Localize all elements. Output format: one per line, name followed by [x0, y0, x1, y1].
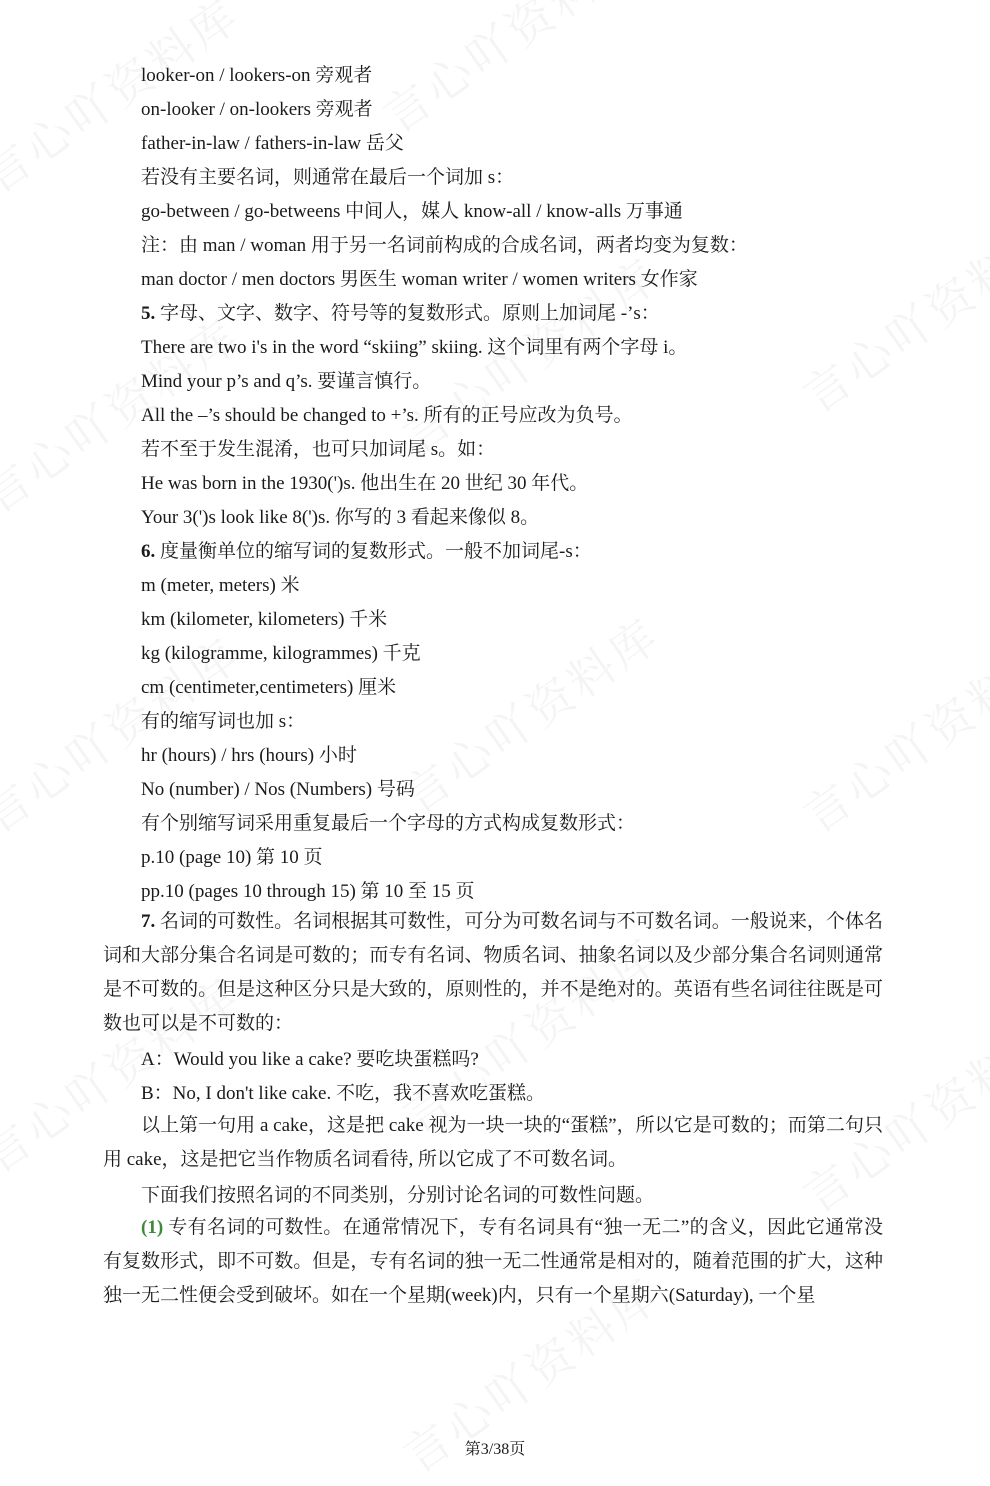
text-line: on-looker / on-lookers 旁观者	[141, 99, 373, 120]
text-line: He was born in the 1930(')s. 他出生在 20 世纪 30 年代。	[141, 473, 589, 494]
section-text: 名词的可数性。名词根据其可数性，可分为可数名词与不可数名词。一般说来，个体名词和大部分集合名词是可数的；而专有名词、物质名词、抽象名词以及少部分集合名词则通常是不可数的。但是这种区分只是大致的，原则性的，并不是绝对的。英语有些名词往往既是可数也可以是不可数的：	[103, 911, 883, 1034]
page-number: 第3/38页	[464, 1441, 526, 1458]
text-line: cm (centimeter,centimeters) 厘米	[141, 677, 397, 698]
text-line: km (kilometer, kilometers) 千米	[141, 609, 388, 630]
subsection-number: (1)	[141, 1217, 164, 1238]
text-line: 若不至于发生混淆，也可只加词尾 s。如：	[141, 439, 496, 460]
subsection-text: 专有名词的可数性。在通常情况下，专有名词具有“独一无二”的含义，因此它通常没有复数形式，即不可数。但是，专有名词的独一无二性通常是相对的，随着范围的扩大，这种独一无二性便会受到破坏。如在一个星期(week)内，只有一个星期六(Saturday), 一个星	[103, 1217, 883, 1306]
section-heading-6	[141, 540, 592, 564]
explanation-paragraph: 以上第一句用 a cake，这是把 cake 视为一块一块的“蛋糕”，所以它是可数的；而第二句只用 cake，这是把它当作物质名词看待, 所以它成了不可数名词。	[103, 1115, 883, 1170]
text-line: man doctor / men doctors 男医生 woman writer / women writers 女作家	[141, 269, 698, 290]
dialog-line: A：Would you like a cake? 要吃块蛋糕吗?	[141, 1049, 479, 1070]
section-number: 5.	[141, 303, 156, 324]
watermark	[368, 0, 652, 146]
text-line: Your 3(')s look like 8(')s. 你写的 3 看起来像似 8。	[141, 507, 540, 528]
text-line: looker-on / lookers-on 旁观者	[141, 65, 373, 86]
watermark	[788, 620, 990, 846]
text-line: 有的缩写词也加 s：	[141, 711, 306, 732]
watermark	[388, 600, 672, 826]
text-line: kg (kilogramme, kilogrammes) 千克	[141, 643, 421, 664]
text-line: Mind your p’s and q’s. 要谨言慎行。	[141, 371, 432, 392]
section-title: 字母、文字、数字、符号等的复数形式。原则上加词尾 -’s：	[155, 303, 660, 324]
watermark	[788, 200, 990, 426]
subsection-1-paragraph	[103, 1211, 883, 1313]
text-line: p.10 (page 10) 第 10 页	[141, 847, 323, 868]
text-line: m (meter, meters) 米	[141, 575, 300, 596]
section-number: 6.	[141, 541, 156, 562]
text-line: pp.10 (pages 10 through 15) 第 10 至 15 页	[141, 881, 475, 902]
section-number: 7.	[141, 911, 156, 932]
text-line: No (number) / Nos (Numbers) 号码	[141, 779, 415, 800]
text-line: All the –’s should be changed to +’s. 所有的正号应改为负号。	[141, 405, 633, 426]
section-title: 度量衡单位的缩写词的复数形式。一般不加词尾-s：	[155, 541, 592, 562]
text-line: There are two i's in the word “skiing” skiing. 这个词里有两个字母 i。	[141, 337, 688, 358]
text-line: 下面我们按照名词的不同类别，分别讨论名词的可数性问题。	[141, 1185, 655, 1206]
text-line: 若没有主要名词，则通常在最后一个词加 s：	[141, 167, 515, 188]
dialog-line: B：No, I don't like cake. 不吃，我不喜欢吃蛋糕。	[141, 1083, 545, 1104]
text-line: 注：由 man / woman 用于另一名词前构成的合成名词，两者均变为复数：	[141, 235, 748, 256]
section-7-paragraph	[103, 905, 883, 1041]
text-line: hr (hours) / hrs (hours) 小时	[141, 745, 357, 766]
text-line: go-between / go-betweens 中间人，媒人 know-all / know-alls 万事通	[141, 201, 683, 222]
section-heading-5	[141, 302, 660, 326]
text-line: 有个别缩写词采用重复最后一个字母的方式构成复数形式：	[141, 813, 636, 834]
text-line: father-in-law / fathers-in-law 岳父	[141, 133, 404, 154]
